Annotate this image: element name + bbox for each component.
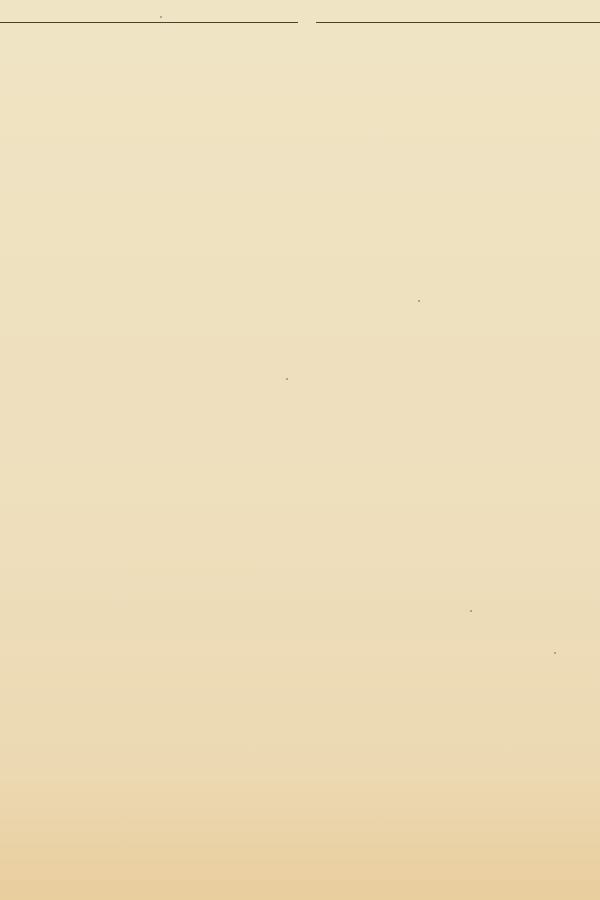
paper-speck xyxy=(160,16,162,18)
paper-speck xyxy=(418,300,420,302)
top-rule-left xyxy=(0,22,298,23)
paper-speck xyxy=(470,610,472,612)
paper-speck xyxy=(286,378,288,380)
paper-speck xyxy=(554,652,556,654)
top-rule-right xyxy=(316,22,600,23)
